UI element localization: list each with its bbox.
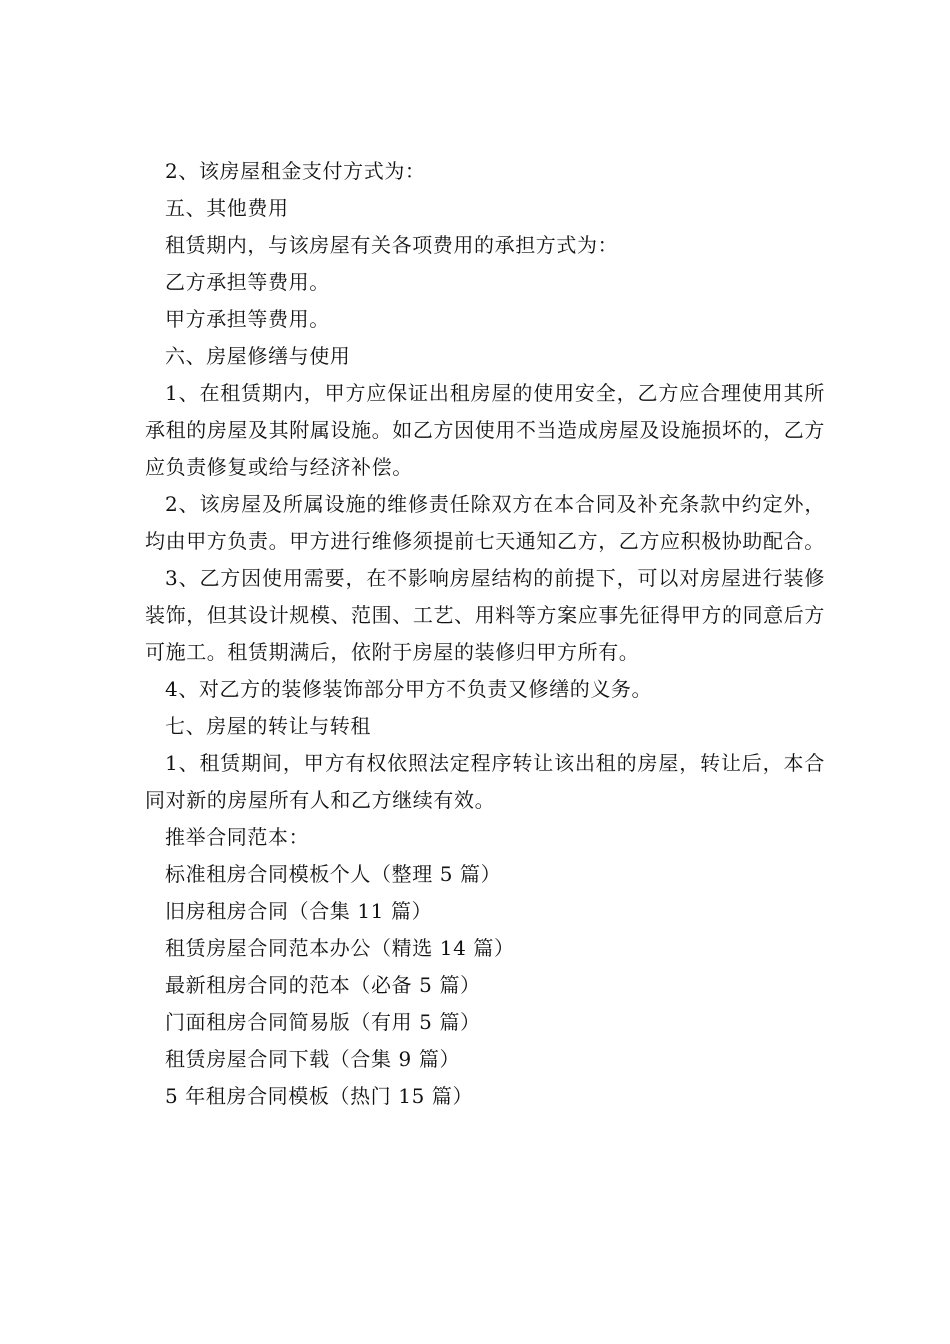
list-item: 旧房租房合同（合集 11 篇） <box>165 899 433 923</box>
paragraph-party-b-fees: 乙方承担等费用。 <box>165 270 330 294</box>
list-item: 门面租房合同简易版（有用 5 篇） <box>165 1010 481 1034</box>
paragraph-repair-clause-4: 4、对乙方的装修装饰部分甲方不负责又修缮的义务。 <box>165 677 653 701</box>
list-item: 最新租房合同的范本（必备 5 篇） <box>165 973 481 997</box>
paragraph-fee-bearing: 租赁期内，与该房屋有关各项费用的承担方式为： <box>165 233 619 257</box>
list-item: 租赁房屋合同范本办公（精选 14 篇） <box>165 936 515 960</box>
paragraph-transfer-clause-1: 1、租赁期间，甲方有权依照法定程序转让该出租的房屋，转让后，本合同对新的房屋所有人和乙方继续有效。 <box>145 751 825 812</box>
paragraph-rent-payment: 2、该房屋租金支付方式为： <box>165 159 426 183</box>
heading-recommended-templates: 推举合同范本： <box>165 825 310 849</box>
document-body <box>145 153 825 1115</box>
paragraph-repair-clause-1: 1、在租赁期内，甲方应保证出租房屋的使用安全，乙方应合理使用其所承租的房屋及其附属设施。如乙方因使用不当造成房屋及设施损坏的，乙方应负责修复或给与经济补偿。 <box>145 381 825 479</box>
heading-other-fees: 五、其他费用 <box>165 196 289 220</box>
list-item: 5 年租房合同模板（热门 15 篇） <box>165 1084 474 1108</box>
list-item: 租赁房屋合同下载（合集 9 篇） <box>165 1047 461 1071</box>
heading-transfer-and-sublease: 七、房屋的转让与转租 <box>165 714 371 738</box>
list-item: 标准租房合同模板个人（整理 5 篇） <box>165 862 502 886</box>
paragraph-repair-clause-2: 2、该房屋及所属设施的维修责任除双方在本合同及补充条款中约定外，均由甲方负责。甲方进行维修须提前七天通知乙方，乙方应积极协助配合。 <box>145 492 825 553</box>
paragraph-repair-clause-3: 3、乙方因使用需要，在不影响房屋结构的前提下，可以对房屋进行装修装饰，但其设计规模、范围、工艺、用料等方案应事先征得甲方的同意后方可施工。租赁期满后，依附于房屋的装修归甲方所有。 <box>145 566 825 664</box>
paragraph-party-a-fees: 甲方承担等费用。 <box>165 307 330 331</box>
heading-repair-and-use: 六、房屋修缮与使用 <box>165 344 351 368</box>
